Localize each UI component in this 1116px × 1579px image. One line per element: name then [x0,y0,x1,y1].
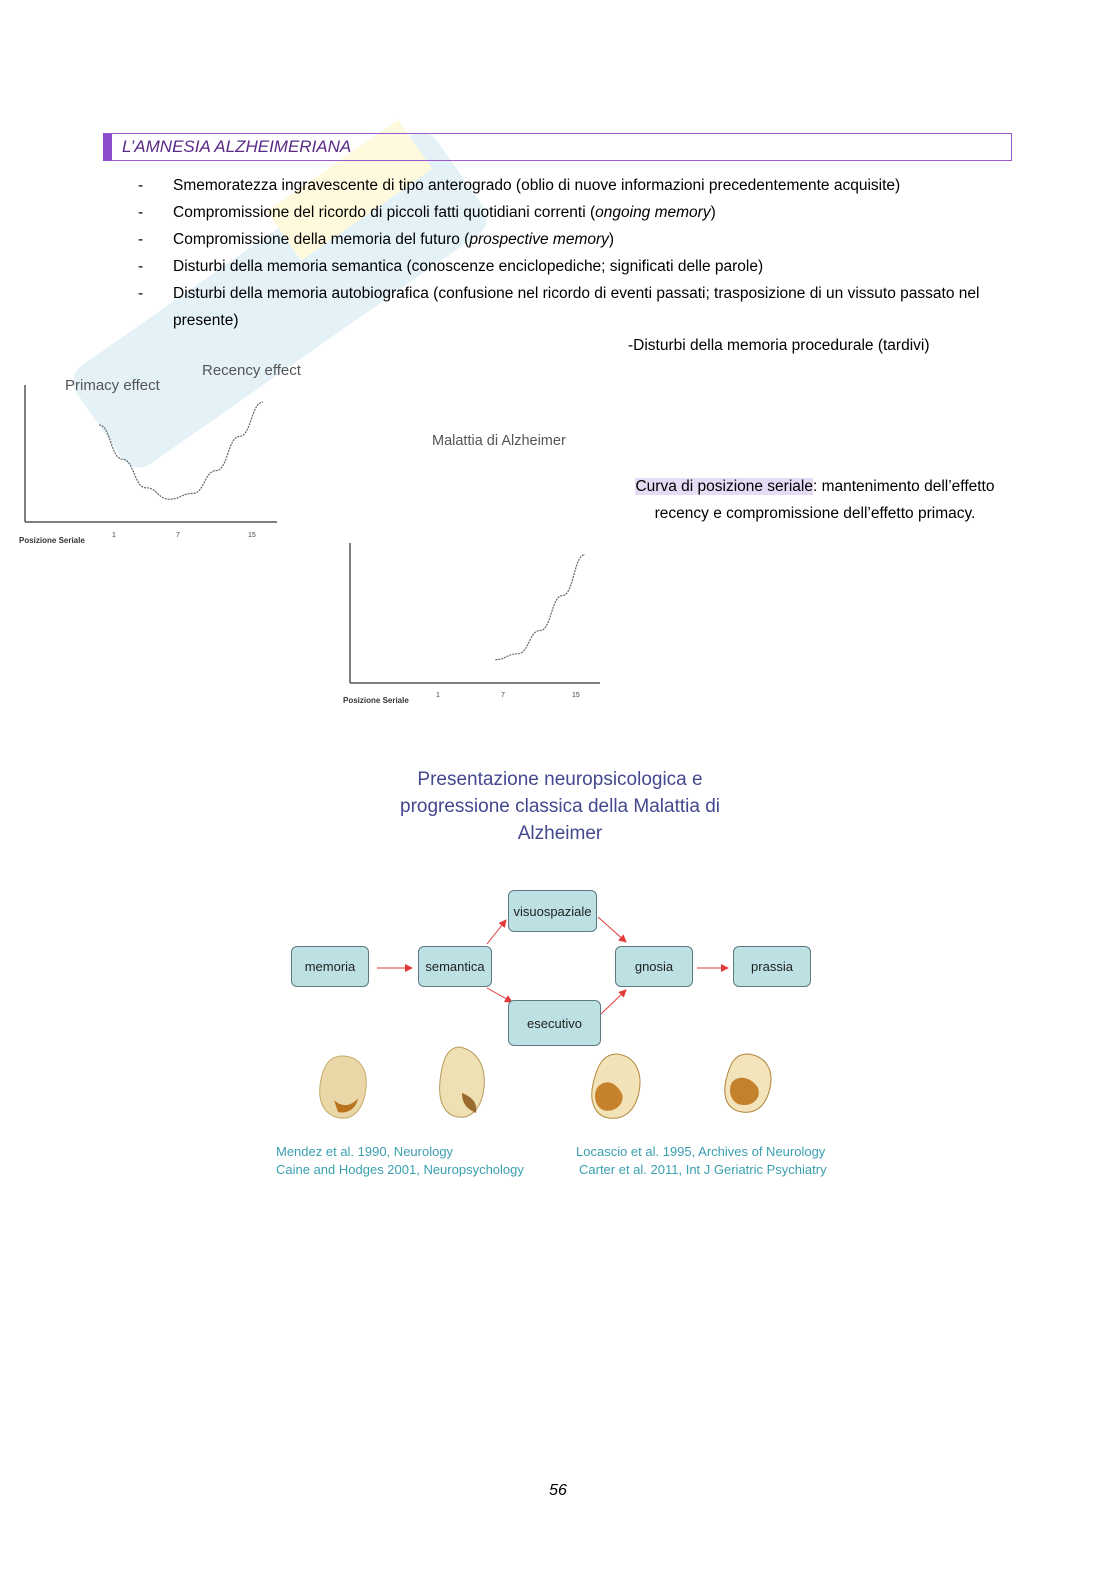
x-tick: 15 [572,692,580,699]
x-tick: 1 [112,532,116,539]
brain-section-image [312,1050,372,1125]
brain-section-image [432,1043,490,1123]
node-memoria: memoria [291,946,369,987]
x-axis-label: Posizione Seriale [343,696,409,705]
node-visuospaziale: visuospaziale [508,890,597,932]
reference: Carter et al. 2011, Int J Geriatric Psychiatry [579,1162,827,1177]
caption-highlight: Curva di posizione seriale [635,478,813,495]
list-item: - Smemoratezza ingravescente di tipo anterogrado (oblio di nuove informazioni precedentemente acquisite) [138,172,998,199]
arrow [487,920,506,944]
x-axis-label: Posizione Seriale [19,536,85,545]
arrow [601,990,626,1014]
recency-label: Recency effect [202,362,301,379]
section-heading-text: L’AMNESIA ALZHEIMERIANA [122,137,352,156]
arrow [598,917,626,942]
node-esecutivo: esecutivo [508,1000,601,1046]
node-prassia: prassia [733,946,811,987]
node-gnosia: gnosia [615,946,693,987]
x-tick: 7 [176,532,180,539]
brain-section-image [585,1048,645,1123]
reference: Caine and Hodges 2001, Neuropsychology [276,1162,524,1177]
arrow [487,988,512,1002]
chart-caption: Curva di posizione seriale: mantenimento dell’effetto recency e compromissione dell’effetto primacy. [635,478,995,522]
figure-title: Presentazione neuropsicologica e progressione classica della Malattia di Alzheimer [400,769,720,844]
references-right [576,1143,827,1179]
reference: Locascio et al. 1995, Archives of Neurology [576,1144,826,1159]
primacy-label: Primacy effect [65,377,160,394]
brain-section-image [718,1048,778,1118]
node-semantica: semantica [418,946,492,987]
list-item: - Disturbi della memoria autobiografica (confusione nel ricordo di eventi passati; trasposizione di un vissuto passato nel presente) [138,280,998,334]
procedural-memory-note: -Disturbi della memoria procedurale (tardivi) [628,337,930,354]
page-number: 56 [549,1482,567,1499]
x-tick: 15 [248,532,256,539]
references-left [276,1143,524,1179]
chart-title: Malattia di Alzheimer [432,433,566,449]
list-item: - Disturbi della memoria semantica (conoscenze enciclopediche; significati delle parole) [138,253,998,280]
x-tick: 1 [436,692,440,699]
list-item: - Compromissione della memoria del futuro (prospective memory) [138,226,998,253]
reference: Mendez et al. 1990, Neurology [276,1144,454,1159]
list-item: - Compromissione del ricordo di piccoli fatti quotidiani correnti (ongoing memory) [138,199,998,226]
x-tick: 7 [501,692,505,699]
